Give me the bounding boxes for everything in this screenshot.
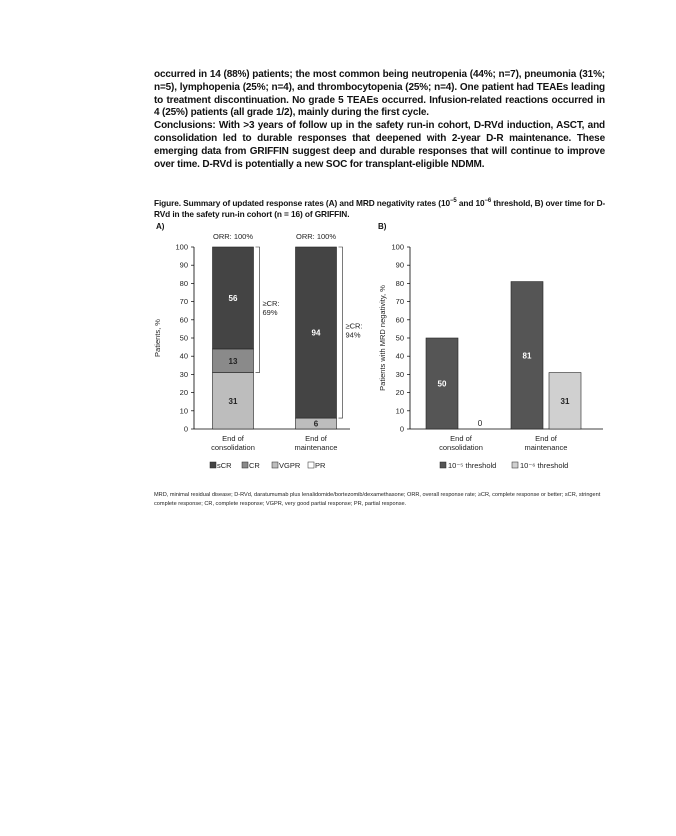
x-category-label: End of bbox=[305, 434, 327, 443]
y-tick-label: 100 bbox=[391, 242, 404, 252]
panel-label: A) bbox=[156, 222, 165, 231]
y-tick-label: 50 bbox=[179, 333, 188, 343]
data-label: 13 bbox=[228, 356, 238, 366]
y-tick-label: 10 bbox=[179, 406, 188, 416]
footnote: MRD, minimal residual disease; D-RVd, daratumumab plus lenalidomide/bortezomib/dexamethasone; ORR, overall response rate; ≥CR, complete response or better; sCR, stringent complete response; CR, complete response; VGPR, very good partial response; PR, partial response. bbox=[154, 492, 601, 507]
x-category-label: consolidation bbox=[211, 443, 255, 452]
cr-bracket bbox=[256, 247, 260, 373]
y-tick-label: 30 bbox=[395, 369, 404, 379]
figure-caption bbox=[154, 196, 606, 220]
caption-part2: and 10 bbox=[456, 197, 485, 208]
x-category-label: End of bbox=[222, 434, 244, 443]
cr-bracket-label: 69% bbox=[262, 307, 278, 317]
legend-label: VGPR bbox=[279, 461, 301, 470]
paragraph-conclusions bbox=[154, 120, 605, 171]
data-label: 31 bbox=[228, 396, 238, 406]
panel-label: B) bbox=[378, 222, 387, 231]
legend-swatch bbox=[308, 462, 314, 468]
caption-sup1: −5 bbox=[449, 198, 457, 204]
legend-swatch bbox=[210, 462, 216, 468]
legend-swatch bbox=[272, 462, 278, 468]
x-category-label: End of bbox=[535, 434, 557, 443]
y-tick-label: 100 bbox=[175, 242, 188, 252]
cr-bracket-label: 94% bbox=[345, 330, 361, 340]
orr-label: ORR: 100% bbox=[295, 232, 337, 241]
data-label: 56 bbox=[228, 293, 238, 303]
y-tick-label: 10 bbox=[395, 406, 404, 416]
y-axis-label: Patients, % bbox=[153, 319, 162, 357]
y-tick-label: 0 bbox=[183, 424, 188, 434]
cr-bracket bbox=[339, 247, 343, 418]
y-tick-label: 90 bbox=[179, 260, 188, 270]
legend-label: 10⁻⁵ threshold bbox=[448, 461, 497, 470]
legend-swatch bbox=[440, 462, 446, 468]
y-tick-label: 90 bbox=[395, 260, 404, 270]
legend-swatch bbox=[242, 462, 248, 468]
y-tick-label: 20 bbox=[395, 388, 404, 398]
legend-swatch bbox=[512, 462, 518, 468]
caption-sup2: −6 bbox=[484, 198, 492, 204]
caption-part1: Figure. Summary of updated response rates (A) and MRD negativity rates (10 bbox=[154, 197, 450, 208]
conclusions-text: With >3 years of follow up in the safety run-in cohort, D-RVd induction, ASCT, and consolidation led to durable responses that deepened with 2-year D-R maintenance. These emerging data from GRIFFIN suggest deep and durable responses that will continue to improve over time. D-RVd is potentially a new SOC for transplant-eligible NDMM. bbox=[154, 120, 605, 170]
cr-bracket-label: ≥CR: bbox=[345, 321, 363, 331]
paragraph-results: occurred in 14 (88%) patients; the most common being neutropenia (44%; n=7), pneumonia (31%; n=5), lymphopenia (25%; n=4), and thrombocytopenia (25%; n=4). One patient had TEAEs leading to treatment discontinuation. No grade 5 TEAEs occurred. Infusion-related reactions occurred in 4 (25%) patients (all grade 1/2), mainly during the first cycle. bbox=[154, 69, 605, 119]
figure bbox=[150, 218, 610, 483]
conclusions-label: Conclusions: bbox=[154, 120, 216, 132]
legend-label: CR bbox=[249, 461, 260, 470]
chart-a bbox=[150, 218, 380, 483]
body-text bbox=[154, 69, 605, 171]
y-tick-label: 80 bbox=[395, 278, 404, 288]
y-tick-label: 60 bbox=[395, 315, 404, 325]
data-label: 94 bbox=[311, 328, 321, 338]
y-tick-label: 20 bbox=[179, 388, 188, 398]
y-tick-label: 40 bbox=[395, 351, 404, 361]
data-label: 50 bbox=[437, 379, 447, 389]
x-category-label: maintenance bbox=[294, 443, 338, 452]
cr-bracket-label: ≥CR: bbox=[262, 298, 280, 308]
x-category-label: maintenance bbox=[524, 443, 568, 452]
y-tick-label: 80 bbox=[179, 278, 188, 288]
legend-label: PR bbox=[315, 461, 326, 470]
data-label: 31 bbox=[560, 396, 570, 406]
orr-label: ORR: 100% bbox=[212, 232, 254, 241]
y-tick-label: 40 bbox=[179, 351, 188, 361]
x-category-label: End of bbox=[450, 434, 472, 443]
y-tick-label: 70 bbox=[179, 297, 188, 307]
legend-label: 10⁻⁶ threshold bbox=[520, 461, 569, 470]
data-label: 6 bbox=[313, 419, 319, 429]
y-tick-label: 50 bbox=[395, 333, 404, 343]
chart-b bbox=[378, 218, 608, 483]
y-tick-label: 60 bbox=[179, 315, 188, 325]
data-label: 81 bbox=[522, 351, 532, 361]
legend-label: sCR bbox=[217, 461, 232, 470]
x-category-label: consolidation bbox=[439, 443, 483, 452]
y-tick-label: 70 bbox=[395, 297, 404, 307]
y-axis-label: Patients with MRD negativity, % bbox=[378, 285, 387, 391]
y-tick-label: 30 bbox=[179, 369, 188, 379]
caption-part3: threshold, B) over time for D-RVd in the safety run-in cohort (n = 16) of GRIFFIN. bbox=[154, 197, 606, 219]
y-tick-label: 0 bbox=[399, 424, 404, 434]
data-label: 0 bbox=[477, 419, 483, 428]
